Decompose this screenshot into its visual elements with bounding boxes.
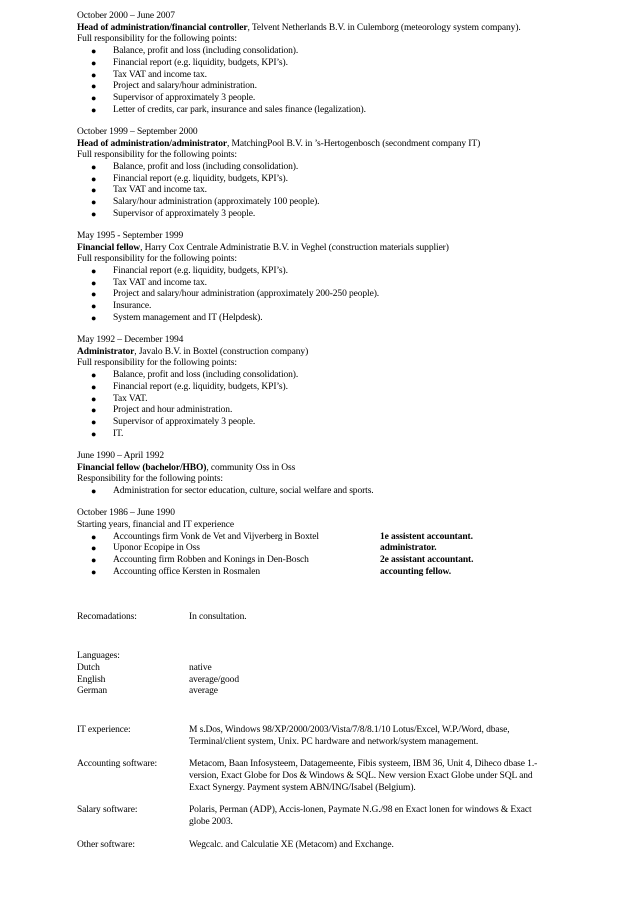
recommendations-row	[77, 612, 607, 624]
skill-label: Salary software:	[77, 805, 138, 816]
early-role: 1e assistent accountant.	[380, 531, 473, 542]
job-title: Financial fellow	[77, 242, 141, 253]
list-item: ● Tax VAT and income tax.	[91, 69, 207, 80]
language-name: German	[77, 686, 107, 697]
job-responsibility: Full responsibility for the following points:	[77, 34, 237, 45]
early-employer: Uponor Ecopipe in Oss	[113, 543, 200, 554]
bullet-icon: ●	[91, 92, 97, 103]
list-item: ● Balance, profit and loss (including consolidation).	[91, 370, 299, 381]
job-points	[77, 46, 607, 116]
job-points	[77, 266, 607, 325]
job-title: Financial fellow (bachelor/HBO)	[77, 462, 207, 473]
language-name: Dutch	[77, 662, 100, 673]
job-section	[77, 11, 607, 116]
list-item: ● System management and IT (Helpdesk).	[91, 312, 263, 323]
list-item	[77, 567, 607, 579]
bullet-icon: ●	[91, 370, 97, 381]
early-employer: Accounting office Kersten in Rosmalen	[113, 566, 261, 577]
job-period: October 1999 – September 2000	[77, 126, 198, 137]
job-section	[77, 231, 607, 325]
job-responsibility: Full responsibility for the following points:	[77, 358, 237, 369]
bullet-icon: ●	[91, 555, 97, 566]
language-row	[77, 686, 607, 698]
job-heading	[77, 347, 607, 359]
job-responsibility: Full responsibility for the following points:	[77, 254, 237, 265]
bullet-icon: ●	[91, 81, 97, 92]
job-heading	[77, 243, 607, 255]
languages-section	[77, 651, 607, 698]
skill-label: Accounting software:	[77, 759, 158, 770]
list-item: ● Project and hour administration.	[91, 405, 233, 416]
list-item: ● Balance, profit and loss (including consolidation).	[91, 161, 299, 172]
skill-value: Wegcalc. and Calculatie XE (Metacom) and Exchange.	[189, 839, 394, 850]
bullet-icon: ●	[91, 289, 97, 300]
list-item: ● Tax VAT and income tax.	[91, 277, 207, 288]
early-period: October 1986 – June 1990	[77, 508, 175, 519]
list-item: ● Balance, profit and loss (including consolidation).	[91, 46, 299, 57]
job-employer: , community Oss in Oss	[206, 462, 296, 473]
list-item	[77, 543, 607, 555]
resume-document	[77, 11, 607, 852]
bullet-icon: ●	[91, 417, 97, 427]
job-points	[77, 486, 607, 498]
list-item: ● Project and salary/hour administration (approximately 200-250 people).	[91, 289, 380, 300]
bullet-icon: ●	[91, 277, 97, 288]
list-item: ● Letter of credits, car park, insurance and sales finance (legalization).	[91, 104, 366, 115]
bullet-icon: ●	[91, 393, 97, 404]
bullet-icon: ●	[91, 428, 97, 439]
bullet-icon: ●	[91, 531, 97, 542]
job-period: October 2000 – June 2007	[77, 11, 175, 21]
early-employer: Accountings firm Vonk de Vet and Vijverberg in Boxtel	[113, 531, 319, 542]
bullet-icon: ●	[91, 266, 97, 277]
list-item: ● Supervisor of approximately 3 people.	[91, 208, 256, 219]
languages-heading: Languages:	[77, 651, 120, 662]
job-responsibility: Full responsibility for the following points:	[77, 150, 237, 161]
bullet-icon: ●	[91, 566, 97, 577]
language-name: English	[77, 674, 106, 685]
list-item: ● Supervisor of approximately 3 people.	[91, 417, 256, 427]
job-section	[77, 451, 607, 498]
early-subtitle: Starting years, financial and IT experience	[77, 519, 234, 530]
bullet-icon: ●	[91, 69, 97, 80]
job-period: June 1990 – April 1992	[77, 450, 164, 461]
job-responsibility: Responsibility for the following points:	[77, 474, 223, 485]
list-item	[77, 555, 607, 567]
bullet-icon: ●	[91, 486, 97, 497]
bullet-icon: ●	[91, 161, 97, 172]
job-points	[77, 162, 607, 221]
job-employer: , Telvent Netherlands B.V. in Culemborg (meteorology system company).	[247, 22, 521, 33]
skill-row	[77, 805, 607, 828]
bullet-icon: ●	[91, 301, 97, 312]
bullet-icon: ●	[91, 197, 97, 208]
job-period: May 1995 - September 1999	[77, 230, 184, 241]
recommendations-value: In consultation.	[189, 612, 247, 623]
bullet-icon: ●	[91, 543, 97, 554]
list-item: ● Project and salary/hour administration.	[91, 81, 257, 92]
skill-label: IT experience:	[77, 724, 131, 735]
list-item: ● Administration for sector education, culture, social welfare and sports.	[91, 486, 374, 497]
job-title: Administrator	[77, 346, 135, 357]
job-heading	[77, 23, 607, 35]
early-list	[77, 532, 607, 579]
bullet-icon: ●	[91, 185, 97, 196]
job-employer: , Harry Cox Centrale Administratie B.V. in Veghel (construction materials supplier)	[140, 242, 449, 253]
list-item: ● Salary/hour administration (approximately 100 people).	[91, 197, 320, 208]
list-item: ● IT.	[91, 428, 124, 439]
list-item: ● Financial report (e.g. liquidity, budgets, KPI’s).	[91, 381, 288, 392]
language-row	[77, 675, 607, 687]
list-item: ● Tax VAT and income tax.	[91, 185, 207, 196]
skill-row	[77, 759, 607, 794]
skill-label: Other software:	[77, 839, 135, 850]
skill-row	[77, 725, 607, 748]
early-career-section	[77, 508, 607, 578]
job-title: Head of administration/financial controller	[77, 22, 248, 33]
recommendations-label: Recomadations:	[77, 612, 137, 623]
skill-row	[77, 840, 607, 852]
early-role: accounting fellow.	[380, 566, 452, 577]
job-employer: , MatchingPool B.V. in ’s-Hertogenbosch (secondment company IT)	[226, 138, 481, 149]
list-item: ● Financial report (e.g. liquidity, budgets, KPI’s).	[91, 266, 288, 277]
bullet-icon: ●	[91, 312, 97, 323]
bullet-icon: ●	[91, 208, 97, 219]
job-section	[77, 335, 607, 440]
language-level: average/good	[189, 674, 239, 685]
skill-value: Polaris, Perman (ADP), Accis-lonen, Paymate N.G./98 en Exact lonen for windows & Exact globe 2003.	[189, 805, 532, 828]
list-item	[77, 532, 607, 544]
bullet-icon: ●	[91, 381, 97, 392]
bullet-icon: ●	[91, 57, 97, 68]
bullet-icon: ●	[91, 46, 97, 57]
list-item: ● Financial report (e.g. liquidity, budgets, KPI’s).	[91, 173, 288, 184]
bullet-icon: ●	[91, 173, 97, 184]
early-employer: Accounting firm Robben and Konings in Den-Bosch	[113, 555, 309, 566]
language-row	[77, 663, 607, 675]
early-role: 2e assistant accountant.	[380, 555, 474, 566]
job-title: Head of administration/administrator	[77, 138, 227, 149]
bullet-icon: ●	[91, 104, 97, 115]
list-item: ● Insurance.	[91, 301, 152, 312]
skill-value: M s.Dos, Windows 98/XP/2000/2003/Vista/7/8/8.1/10 Lotus/Excel, W.P./Word, dbase, Terminal/client system, Unix. PC hardware and network/system management.	[189, 724, 510, 747]
list-item: ● Supervisor of approximately 3 people.	[91, 92, 256, 103]
language-level: average	[189, 686, 218, 697]
job-points	[77, 370, 607, 440]
language-level: native	[189, 662, 212, 673]
list-item: ● Financial report (e.g. liquidity, budgets, KPI’s).	[91, 57, 288, 68]
job-section	[77, 127, 607, 221]
skill-value: Metacom, Baan Infosysteem, Datagemeente, Fibis systeem, IBM 36, Unit 4, Diheco dbase 1.- version, Exact Globe for Dos & Windows & SQL. New version Exact Globe under SQL and Exact Synergy. Payment system ABN/ING/Isabel (Belgium).	[189, 759, 538, 793]
job-heading	[77, 463, 607, 475]
early-role: administrator.	[380, 543, 437, 554]
list-item: ● Tax VAT.	[91, 393, 148, 404]
job-heading	[77, 139, 607, 151]
job-period: May 1992 – December 1994	[77, 335, 184, 346]
bullet-icon: ●	[91, 405, 97, 416]
job-employer: , Javalo B.V. in Boxtel (construction company)	[134, 346, 309, 357]
